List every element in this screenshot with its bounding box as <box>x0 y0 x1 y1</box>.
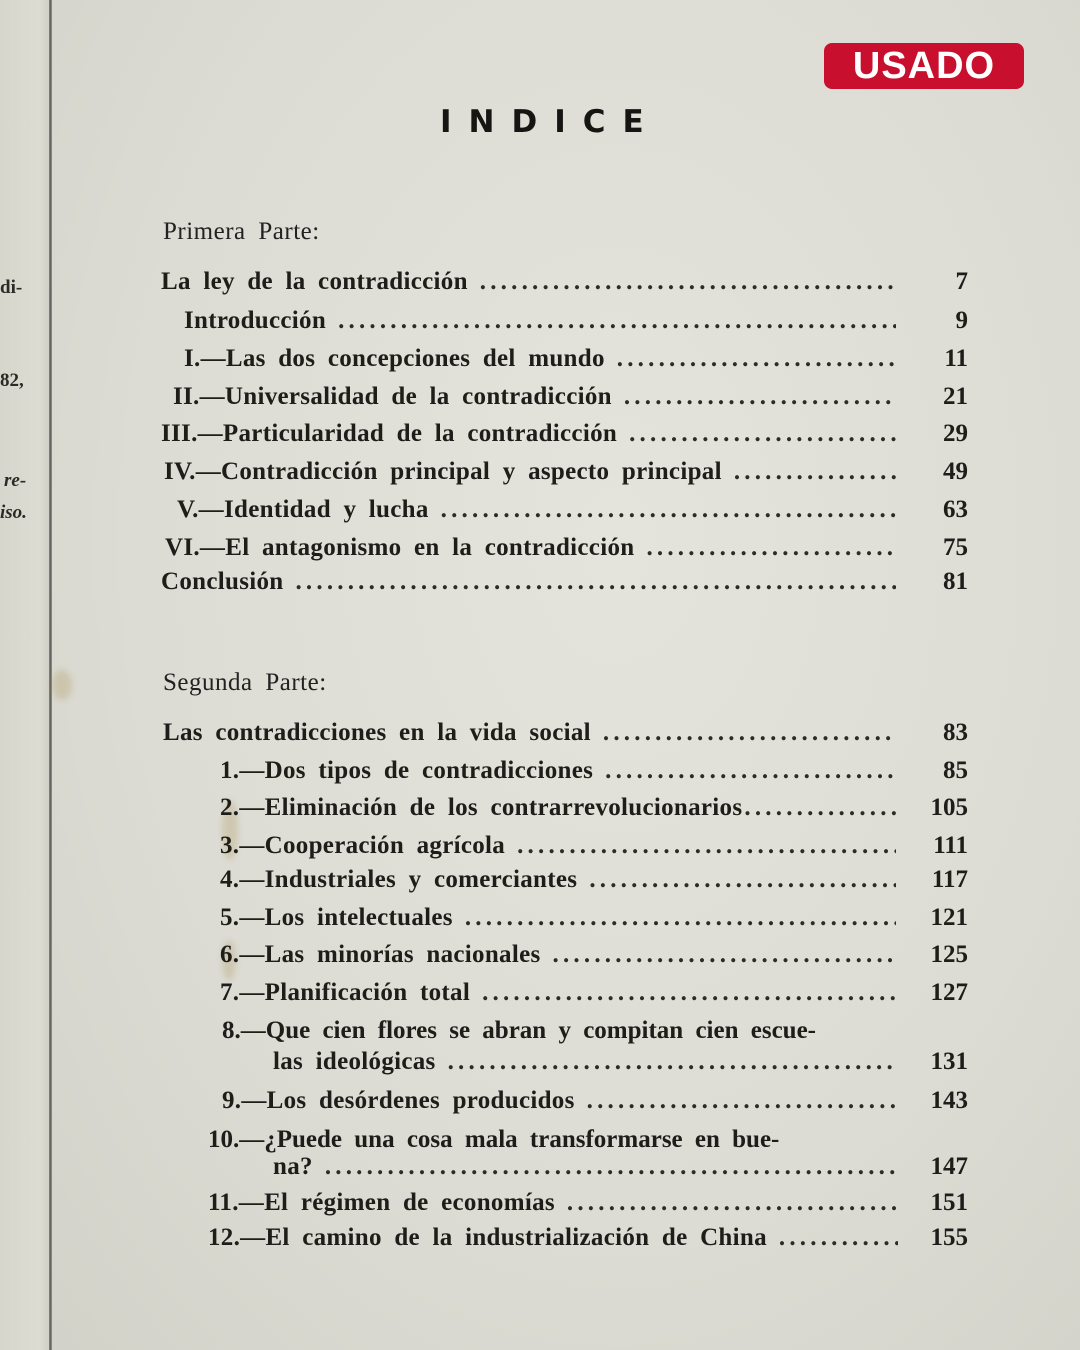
toc-entry[interactable] <box>220 757 896 791</box>
toc-page-number: 131 <box>930 1048 968 1075</box>
margin-fragment: re- <box>4 470 27 491</box>
toc-entry[interactable] <box>220 979 896 1013</box>
page-title: INDICE <box>440 104 661 140</box>
toc-page-number: 85 <box>943 757 968 784</box>
toc-page-number: 111 <box>933 832 968 859</box>
leader-dots <box>589 866 896 894</box>
toc-entry-label: 9.—Los desórdenes producidos <box>222 1087 575 1114</box>
leader-dots <box>646 534 896 562</box>
leader-dots <box>553 941 896 969</box>
toc-entry-label: VI.—El antagonismo en la contradicción <box>165 534 635 561</box>
toc-page-number: 105 <box>930 794 968 821</box>
toc-page-number: 21 <box>943 383 968 410</box>
toc-entry[interactable] <box>220 941 896 975</box>
left-page-edge <box>0 0 50 1350</box>
toc-page-number: 143 <box>930 1087 968 1114</box>
margin-fragment: di- <box>0 277 23 298</box>
toc-entry[interactable] <box>220 832 896 866</box>
toc-entry-label: Conclusión <box>161 568 284 595</box>
leader-dots <box>779 1224 898 1252</box>
toc-page-number: 7 <box>955 268 968 295</box>
leader-dots <box>482 979 896 1007</box>
leader-dots <box>465 904 896 932</box>
toc-page-number: 151 <box>930 1189 968 1216</box>
toc-entry[interactable] <box>177 496 896 530</box>
used-badge: USADO <box>824 43 1024 89</box>
toc-entry-label: Introducción <box>184 307 327 334</box>
toc-entry-label: IV.—Contradicción principal y aspecto principal <box>164 458 722 485</box>
toc-entry[interactable] <box>161 268 896 302</box>
toc-entry[interactable] <box>165 534 896 568</box>
toc-entry-label[interactable]: 10.—¿Puede una cosa mala transformarse en bue- <box>208 1126 780 1153</box>
toc-page-number: 29 <box>943 420 968 447</box>
toc-entry[interactable] <box>222 1087 896 1121</box>
leader-dots <box>480 268 896 296</box>
toc-page-number: 63 <box>943 496 968 523</box>
margin-fragment: iso. <box>0 502 27 523</box>
toc-entry[interactable] <box>208 1224 898 1258</box>
toc-entry-label: 5.—Los intelectuales <box>220 904 453 931</box>
toc-entry-label: La ley de la contradicción <box>161 268 468 295</box>
toc-page-number: 81 <box>943 568 968 595</box>
toc-page-number: 121 <box>930 904 968 931</box>
leader-dots <box>567 1189 898 1217</box>
toc-entry[interactable] <box>184 345 896 379</box>
toc-entry-label: 2.—Eliminación de los contrarrevolucionarios <box>220 794 743 821</box>
leader-dots <box>744 794 896 822</box>
toc-entry[interactable] <box>161 568 896 602</box>
part-heading-segunda: Segunda Parte: <box>163 669 327 696</box>
toc-entry-label: III.—Particularidad de la contradicción <box>161 420 618 447</box>
part-heading-primera: Primera Parte: <box>163 218 320 245</box>
leader-dots <box>617 345 896 373</box>
leader-dots <box>605 757 896 785</box>
toc-entry-label: 12.—El camino de la industrialización de China <box>208 1224 767 1251</box>
toc-page-number: 125 <box>930 941 968 968</box>
toc-entry-label: II.—Universalidad de la contradicción <box>173 383 612 410</box>
toc-page-number: 147 <box>930 1153 968 1180</box>
toc-entry-label: V.—Identidad y lucha <box>177 496 429 523</box>
toc-entry-label: 11.—El régimen de economías <box>208 1189 555 1216</box>
toc-page-number: 49 <box>943 458 968 485</box>
toc-entry-label-continued: las ideológicas <box>273 1048 436 1075</box>
leader-dots <box>441 496 896 524</box>
toc-entry[interactable] <box>208 1189 898 1223</box>
paper-stain <box>52 670 72 700</box>
toc-entry[interactable] <box>163 719 896 753</box>
toc-entry[interactable] <box>164 458 896 492</box>
leader-dots <box>603 719 896 747</box>
toc-entry-label: 7.—Planificación total <box>220 979 471 1006</box>
toc-entry[interactable] <box>273 1153 896 1187</box>
leader-dots <box>325 1153 896 1181</box>
toc-entry[interactable] <box>220 794 896 828</box>
leader-dots <box>338 307 896 335</box>
toc-entry-label-continued: na? <box>273 1153 313 1180</box>
toc-entry-label: Las contradicciones en la vida social <box>163 719 591 746</box>
toc-entry[interactable] <box>220 866 896 900</box>
toc-page-number: 83 <box>943 719 968 746</box>
leader-dots <box>734 458 896 486</box>
leader-dots <box>517 832 896 860</box>
toc-page-number: 11 <box>944 345 968 372</box>
toc-entry-label: 3.—Cooperación agrícola <box>220 832 506 859</box>
toc-page-number: 75 <box>943 534 968 561</box>
leader-dots <box>295 568 896 596</box>
toc-entry[interactable] <box>220 904 896 938</box>
margin-fragment: 82, <box>0 370 24 391</box>
toc-page-number: 9 <box>955 307 968 334</box>
toc-entry[interactable] <box>173 383 896 417</box>
toc-entry-label: I.—Las dos concepciones del mundo <box>184 345 605 372</box>
toc-entry-label[interactable]: 8.—Que cien flores se abran y compitan cien escue- <box>222 1017 816 1044</box>
leader-dots <box>587 1087 896 1115</box>
toc-entry-label: 1.—Dos tipos de contradicciones <box>220 757 594 784</box>
leader-dots <box>629 420 896 448</box>
toc-entry-label: 4.—Industriales y comerciantes <box>220 866 578 893</box>
toc-page-number: 127 <box>930 979 968 1006</box>
toc-entry[interactable] <box>184 307 896 341</box>
leader-dots <box>624 383 896 411</box>
toc-entry-label: 6.—Las minorías nacionales <box>220 941 541 968</box>
toc-entry[interactable] <box>161 420 896 454</box>
toc-page-number: 155 <box>930 1224 968 1251</box>
leader-dots <box>448 1048 896 1076</box>
toc-entry[interactable] <box>273 1048 896 1082</box>
toc-page-number: 117 <box>931 866 968 893</box>
